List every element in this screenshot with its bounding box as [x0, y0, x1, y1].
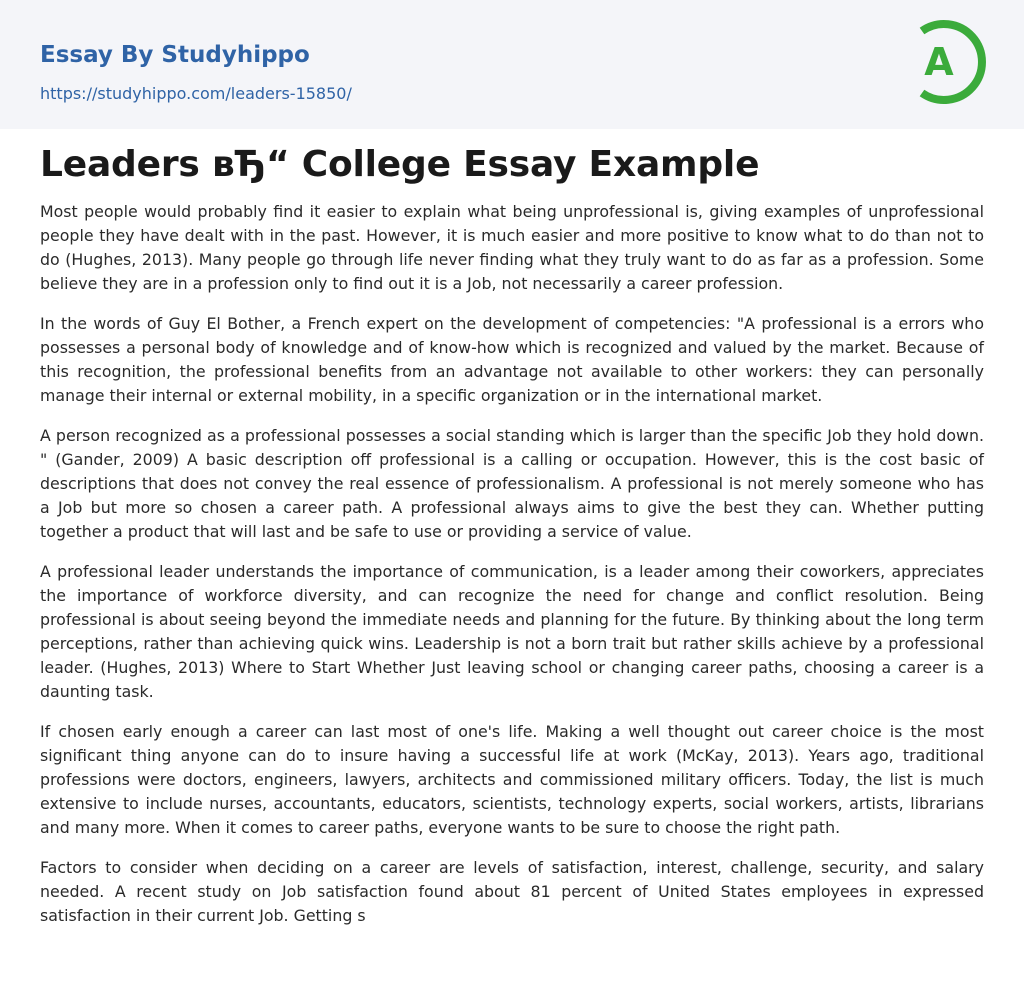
- logo-letter: A: [924, 40, 954, 84]
- site-header: [0, 0, 1024, 129]
- essay-body: [40, 200, 984, 944]
- essay-paragraph: A professional leader understands the importance of communication, is a leader among their coworkers, appreciates the importance of workforce diversity, and can recognize the need for change and conflict resolution. Being professional is about seeing beyond the immediate needs and planning for the future. By thinking about the long term perceptions, rather than achieving quick wins. Leadership is not a born trait but rather skills achieve by a professional leader. (Hughes, 2013) Where to Start Whether Just leaving school or changing career paths, choosing a career is a daunting task.: [40, 562, 984, 701]
- studyhippo-logo-icon[interactable]: [910, 18, 988, 106]
- essay-paragraph: In the words of Guy El Bother, a French expert on the development of competencies: "A professional is a errors who possesses a personal body of knowledge and of know-how which is recognized and valued by the market. Because of this recognition, the professional benefits from an advantage not available to other workers: they can personally manage their internal or external mobility, in a specific organization or in the international market.: [40, 314, 984, 405]
- site-brand[interactable]: Essay By Studyhippo: [40, 42, 310, 68]
- essay-paragraph: If chosen early enough a career can last most of one's life. Making a well thought out career choice is the most significant thing anyone can do to insure having a successful life at work (McKay, 2013). Years ago, traditional professions were doctors, engineers, lawyers, architects and commissioned military officers. Today, the list is much extensive to include nurses, accountants, educators, scientists, technology experts, social workers, artists, librarians and many more. When it comes to career paths, everyone wants to be sure to choose the right path.: [40, 722, 984, 837]
- essay-paragraph: A person recognized as a professional possesses a social standing which is larger than the specific Job they hold down. " (Gander, 2009) A basic description off professional is a calling or occupation. However, this is the cost basic of descriptions that does not convey the real essence of professionalism. A professional is not merely someone who has a Job but more so chosen a career path. A professional always aims to give the best they can. Whether putting together a product that will last and be safe to use or providing a service of value.: [40, 426, 984, 541]
- essay-url-link[interactable]: https://studyhippo.com/leaders-15850/: [40, 84, 352, 103]
- essay-paragraph: Most people would probably find it easier to explain what being unprofessional is, giving examples of unprofessional people they have dealt with in the past. However, it is much easier and more positive to know what to do than not to do (Hughes, 2013). Many people go through life never finding what they truly want to do as far as a profession. Some believe they are in a profession only to find out it is a Job, not necessarily a career profession.: [40, 202, 984, 293]
- page-title: Leaders вЂ“ College Essay Example: [40, 144, 760, 185]
- essay-paragraph: Factors to consider when deciding on a career are levels of satisfaction, interest, challenge, security, and salary needed. A recent study on Job satisfaction found about 81 percent of United States employees in expressed satisfaction in their current Job. Getting s: [40, 858, 984, 925]
